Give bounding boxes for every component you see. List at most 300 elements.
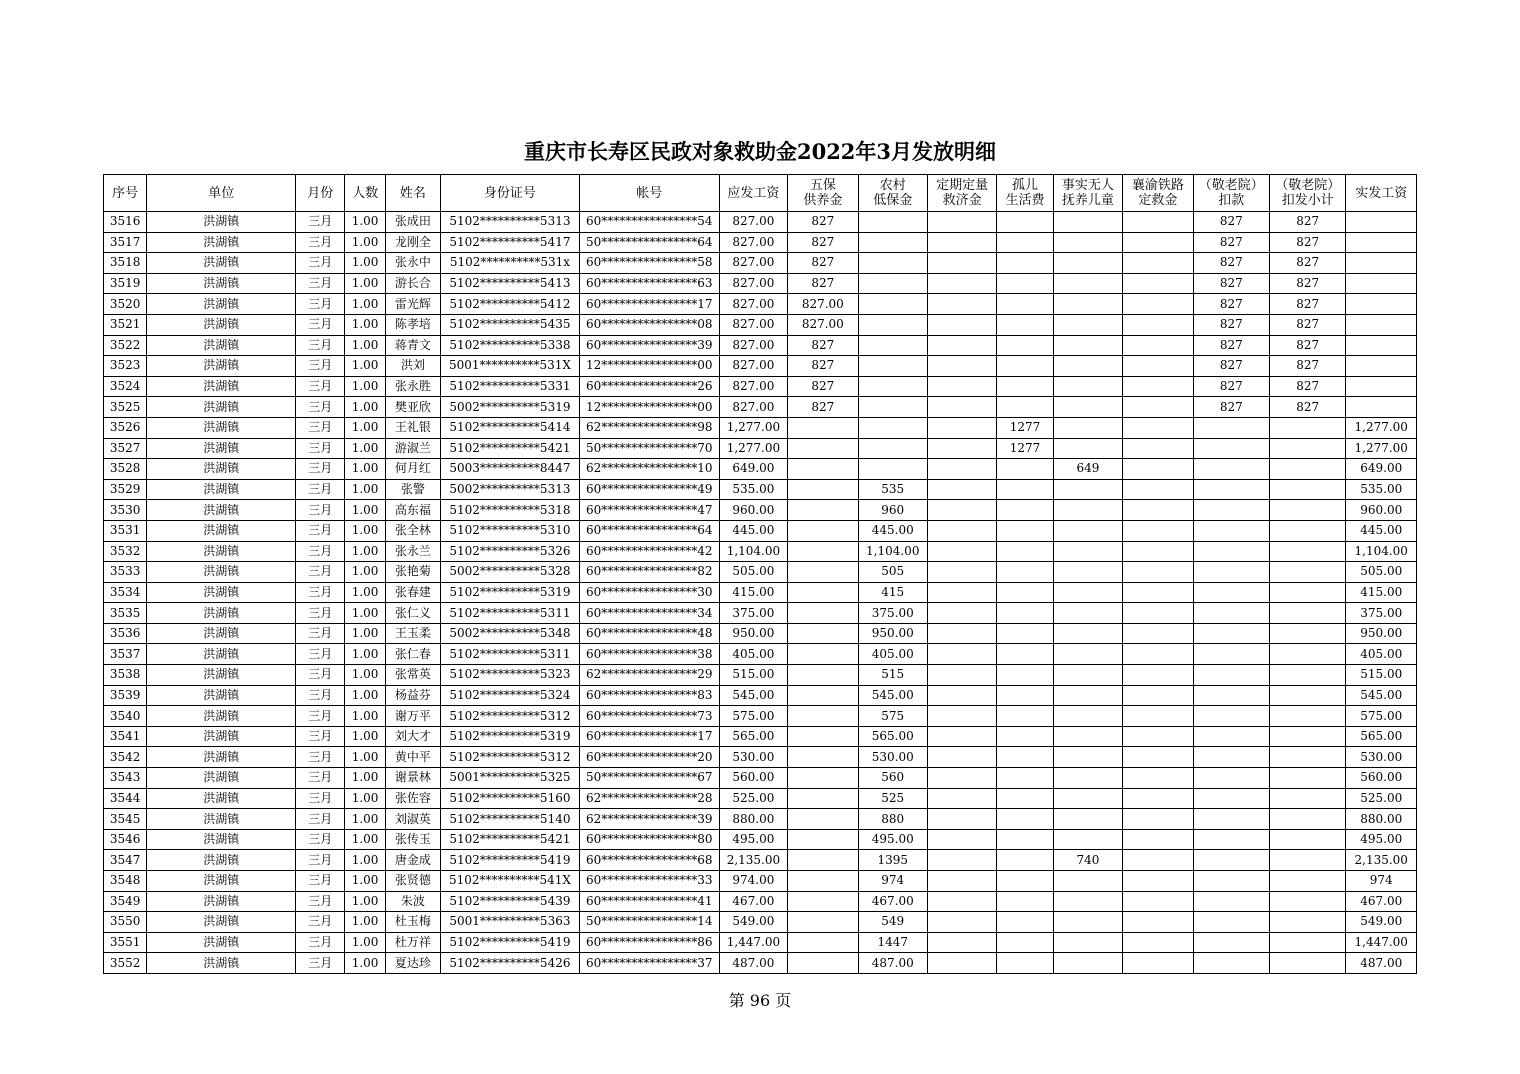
table-cell: 三月	[296, 726, 345, 747]
table-cell: 三月	[296, 500, 345, 521]
table-cell	[788, 871, 858, 892]
table-cell: 三月	[296, 232, 345, 253]
table-cell	[1053, 438, 1122, 459]
table-cell	[927, 376, 996, 397]
table-cell: 505	[858, 562, 927, 583]
table-cell	[1193, 562, 1269, 583]
table-cell: 1.00	[345, 376, 385, 397]
table-cell: 1,277.00	[719, 417, 787, 438]
table-cell: 1.00	[345, 788, 385, 809]
table-cell: 545.00	[1346, 685, 1417, 706]
table-cell: 530.00	[1346, 747, 1417, 768]
table-cell	[1270, 582, 1346, 603]
table-cell	[1123, 417, 1193, 438]
table-cell: 545.00	[719, 685, 787, 706]
table-cell: 62****************10	[579, 459, 719, 480]
table-cell: 洪湖镇	[147, 747, 296, 768]
table-cell	[1193, 541, 1269, 562]
table-cell: 827	[1270, 273, 1346, 294]
table-cell	[927, 623, 996, 644]
table-cell: 405.00	[1346, 644, 1417, 665]
table-cell: 3528	[104, 459, 147, 480]
table-cell: 洪湖镇	[147, 541, 296, 562]
table-cell: 洪湖镇	[147, 788, 296, 809]
table-row	[104, 376, 1417, 397]
column-header: 应发工资	[719, 175, 787, 212]
table-cell: 827	[788, 356, 858, 377]
table-cell	[1193, 685, 1269, 706]
table-cell: 三月	[296, 212, 345, 233]
table-cell	[997, 809, 1053, 830]
table-cell: 3535	[104, 603, 147, 624]
table-row	[104, 768, 1417, 789]
table-cell: 549.00	[719, 912, 787, 933]
table-cell: 洪湖镇	[147, 438, 296, 459]
table-cell	[997, 706, 1053, 727]
table-cell: 560.00	[1346, 768, 1417, 789]
table-cell	[1053, 479, 1122, 500]
table-cell: 5001**********531X	[441, 356, 580, 377]
table-cell: 3540	[104, 706, 147, 727]
table-cell: 洪湖镇	[147, 644, 296, 665]
table-cell: 827.00	[719, 356, 787, 377]
table-cell: 405.00	[719, 644, 787, 665]
table-row	[104, 912, 1417, 933]
column-header: 定期定量 救济金	[927, 175, 996, 212]
table-cell: 1.00	[345, 603, 385, 624]
table-cell: 1,447.00	[1346, 932, 1417, 953]
table-cell	[1193, 665, 1269, 686]
table-cell	[858, 397, 927, 418]
table-cell	[788, 644, 858, 665]
table-cell	[1123, 356, 1193, 377]
table-cell: 洪湖镇	[147, 953, 296, 974]
table-cell: 樊亚欣	[385, 397, 440, 418]
table-cell	[1346, 376, 1417, 397]
table-cell: 洪湖镇	[147, 562, 296, 583]
table-cell	[788, 603, 858, 624]
table-cell: 洪湖镇	[147, 212, 296, 233]
table-cell	[788, 726, 858, 747]
table-row	[104, 253, 1417, 274]
table-cell	[1123, 314, 1193, 335]
table-cell	[1123, 376, 1193, 397]
table-cell	[1053, 891, 1122, 912]
table-cell	[1123, 253, 1193, 274]
table-cell: 5102**********5319	[441, 726, 580, 747]
table-cell: 5002**********5328	[441, 562, 580, 583]
table-cell	[788, 912, 858, 933]
table-cell: 3529	[104, 479, 147, 500]
table-cell: 洪湖镇	[147, 314, 296, 335]
table-cell	[1053, 335, 1122, 356]
table-cell	[1053, 397, 1122, 418]
table-cell: 827.00	[788, 294, 858, 315]
table-cell	[927, 232, 996, 253]
table-cell	[1270, 891, 1346, 912]
table-row	[104, 850, 1417, 871]
table-cell: 60****************26	[579, 376, 719, 397]
table-cell: 1,447.00	[719, 932, 787, 953]
table-cell	[1123, 438, 1193, 459]
table-cell	[997, 726, 1053, 747]
table-cell: 谢景林	[385, 768, 440, 789]
table-cell	[1193, 438, 1269, 459]
table-cell	[788, 479, 858, 500]
table-cell: 60****************80	[579, 829, 719, 850]
table-cell: 827	[1270, 356, 1346, 377]
table-cell: 649	[1053, 459, 1122, 480]
table-cell	[1053, 912, 1122, 933]
table-cell	[997, 335, 1053, 356]
table-cell: 5102**********5413	[441, 273, 580, 294]
table-cell: 洪湖镇	[147, 232, 296, 253]
table-cell: 505.00	[719, 562, 787, 583]
table-body	[104, 212, 1417, 974]
table-cell: 649.00	[719, 459, 787, 480]
table-cell: 张艳菊	[385, 562, 440, 583]
table-cell: 三月	[296, 294, 345, 315]
column-header: （敬老院） 扣发小计	[1270, 175, 1346, 212]
table-cell: 827	[1270, 232, 1346, 253]
table-cell: 5102**********5412	[441, 294, 580, 315]
table-row	[104, 582, 1417, 603]
table-cell: 1.00	[345, 644, 385, 665]
table-cell	[1270, 520, 1346, 541]
table-cell	[1270, 644, 1346, 665]
table-cell: 洪湖镇	[147, 809, 296, 830]
table-cell	[788, 582, 858, 603]
table-cell: 827.00	[719, 314, 787, 335]
table-cell	[997, 829, 1053, 850]
table-cell	[1123, 623, 1193, 644]
table-cell: 827	[1193, 253, 1269, 274]
table-cell: 3533	[104, 562, 147, 583]
column-header: 实发工资	[1346, 175, 1417, 212]
table-cell: 60****************20	[579, 747, 719, 768]
table-cell	[1193, 520, 1269, 541]
table-cell: 2,135.00	[719, 850, 787, 871]
table-row	[104, 500, 1417, 521]
table-cell: 3549	[104, 891, 147, 912]
table-cell	[927, 685, 996, 706]
table-cell: 洪湖镇	[147, 768, 296, 789]
table-cell	[1123, 294, 1193, 315]
table-row	[104, 685, 1417, 706]
table-cell: 5102**********5310	[441, 520, 580, 541]
column-header: 序号	[104, 175, 147, 212]
table-cell	[858, 376, 927, 397]
table-cell: 62****************39	[579, 809, 719, 830]
table-cell	[1270, 665, 1346, 686]
table-cell: 三月	[296, 582, 345, 603]
table-cell: 3522	[104, 335, 147, 356]
table-cell: 洪湖镇	[147, 603, 296, 624]
table-cell: 杜万祥	[385, 932, 440, 953]
table-cell	[1123, 541, 1193, 562]
table-cell	[1346, 356, 1417, 377]
table-cell: 5102**********5160	[441, 788, 580, 809]
table-cell: 565.00	[858, 726, 927, 747]
table-cell: 洪湖镇	[147, 891, 296, 912]
table-cell: 三月	[296, 953, 345, 974]
table-cell	[1193, 623, 1269, 644]
table-cell: 60****************33	[579, 871, 719, 892]
table-cell	[858, 314, 927, 335]
table-cell: 827	[788, 273, 858, 294]
table-cell	[997, 623, 1053, 644]
table-cell	[788, 706, 858, 727]
table-cell: 张成田	[385, 212, 440, 233]
table-cell: 467.00	[858, 891, 927, 912]
table-cell: 415.00	[1346, 582, 1417, 603]
table-cell	[1346, 294, 1417, 315]
table-cell	[997, 356, 1053, 377]
table-cell: 5102**********5326	[441, 541, 580, 562]
table-cell: 洪湖镇	[147, 335, 296, 356]
table-cell	[1123, 665, 1193, 686]
table-cell: 60****************17	[579, 726, 719, 747]
table-cell	[927, 397, 996, 418]
table-cell: 1277	[997, 417, 1053, 438]
table-cell	[1123, 871, 1193, 892]
table-cell: 1.00	[345, 582, 385, 603]
table-cell: 5001**********5363	[441, 912, 580, 933]
table-cell: 60****************86	[579, 932, 719, 953]
table-cell	[997, 500, 1053, 521]
table-cell: 蒋青文	[385, 335, 440, 356]
table-cell	[1123, 500, 1193, 521]
table-cell: 495.00	[858, 829, 927, 850]
table-cell: 洪湖镇	[147, 582, 296, 603]
table-cell: 刘淑英	[385, 809, 440, 830]
table-cell	[1193, 891, 1269, 912]
table-cell	[927, 912, 996, 933]
table-cell	[997, 232, 1053, 253]
table-row	[104, 871, 1417, 892]
table-cell: 杨益芬	[385, 685, 440, 706]
table-cell: 张永中	[385, 253, 440, 274]
table-cell	[1193, 871, 1269, 892]
table-cell	[1123, 685, 1193, 706]
table-cell: 1.00	[345, 829, 385, 850]
table-cell: 洪湖镇	[147, 829, 296, 850]
table-cell	[927, 582, 996, 603]
table-cell: 1.00	[345, 665, 385, 686]
table-cell	[858, 294, 927, 315]
table-cell: 张永胜	[385, 376, 440, 397]
table-cell	[927, 314, 996, 335]
table-cell	[997, 912, 1053, 933]
table-cell: 495.00	[719, 829, 787, 850]
table-cell	[1123, 891, 1193, 912]
table-cell	[927, 644, 996, 665]
table-cell: 560.00	[719, 768, 787, 789]
table-cell: 5002**********5313	[441, 479, 580, 500]
table-cell	[927, 541, 996, 562]
table-cell	[1270, 768, 1346, 789]
table-cell	[1123, 768, 1193, 789]
table-cell: 1.00	[345, 891, 385, 912]
table-cell: 1.00	[345, 479, 385, 500]
table-cell	[788, 520, 858, 541]
table-cell	[1123, 953, 1193, 974]
table-cell: 5102**********5439	[441, 891, 580, 912]
table-cell	[997, 953, 1053, 974]
table-cell: 黄中平	[385, 747, 440, 768]
table-cell: 827	[788, 376, 858, 397]
table-cell: 3539	[104, 685, 147, 706]
document-title: 重庆市长寿区民政对象救助金2022年3月发放明细	[523, 139, 997, 164]
table-cell	[1053, 500, 1122, 521]
table-cell: 1447	[858, 932, 927, 953]
table-cell	[1123, 562, 1193, 583]
table-cell: 649.00	[1346, 459, 1417, 480]
table-cell	[927, 294, 996, 315]
table-cell: 60****************37	[579, 953, 719, 974]
table-cell	[1346, 273, 1417, 294]
table-cell	[858, 212, 927, 233]
table-cell: 1.00	[345, 212, 385, 233]
table-cell	[1193, 459, 1269, 480]
table-cell	[788, 850, 858, 871]
table-cell	[1123, 726, 1193, 747]
table-cell	[788, 541, 858, 562]
table-cell: 415	[858, 582, 927, 603]
table-cell: 62****************98	[579, 417, 719, 438]
table-cell	[1053, 623, 1122, 644]
table-cell: 三月	[296, 603, 345, 624]
table-cell	[1346, 212, 1417, 233]
column-header: 单位	[147, 175, 296, 212]
table-cell: 405.00	[858, 644, 927, 665]
table-cell: 洪刘	[385, 356, 440, 377]
table-cell: 3542	[104, 747, 147, 768]
table-cell: 洪湖镇	[147, 685, 296, 706]
table-cell: 1.00	[345, 232, 385, 253]
table-cell	[1053, 603, 1122, 624]
table-cell	[1193, 479, 1269, 500]
table-cell: 1.00	[345, 397, 385, 418]
table-cell	[858, 417, 927, 438]
table-cell: 洪湖镇	[147, 500, 296, 521]
table-row	[104, 932, 1417, 953]
table-cell: 1277	[997, 438, 1053, 459]
table-row	[104, 232, 1417, 253]
table-cell	[1053, 253, 1122, 274]
table-cell: 1.00	[345, 809, 385, 830]
table-cell	[997, 685, 1053, 706]
table-cell	[927, 562, 996, 583]
table-cell: 487.00	[719, 953, 787, 974]
table-cell: 5102**********5140	[441, 809, 580, 830]
table-cell: 洪湖镇	[147, 623, 296, 644]
table-cell: 3516	[104, 212, 147, 233]
table-cell: 3546	[104, 829, 147, 850]
table-cell: 1.00	[345, 726, 385, 747]
table-cell: 1,277.00	[719, 438, 787, 459]
table-cell	[1270, 953, 1346, 974]
table-cell: 张永兰	[385, 541, 440, 562]
table-row	[104, 706, 1417, 727]
table-cell	[1053, 314, 1122, 335]
table-cell	[1053, 376, 1122, 397]
table-cell	[1346, 397, 1417, 418]
table-cell	[1123, 706, 1193, 727]
table-cell	[1346, 232, 1417, 253]
table-cell: 560	[858, 768, 927, 789]
table-cell: 827	[1193, 335, 1269, 356]
table-cell	[1193, 788, 1269, 809]
table-cell: 445.00	[1346, 520, 1417, 541]
table-cell	[1123, 747, 1193, 768]
table-cell: 3530	[104, 500, 147, 521]
table-cell: 三月	[296, 871, 345, 892]
table-cell: 杜玉梅	[385, 912, 440, 933]
table-cell: 1.00	[345, 953, 385, 974]
table-cell: 洪湖镇	[147, 356, 296, 377]
table-cell	[1053, 809, 1122, 830]
table-cell: 565.00	[719, 726, 787, 747]
table-cell: 5102**********5312	[441, 706, 580, 727]
table-cell: 1.00	[345, 562, 385, 583]
table-cell	[1123, 397, 1193, 418]
table-cell	[1053, 788, 1122, 809]
table-cell: 5102**********5435	[441, 314, 580, 335]
table-cell: 三月	[296, 768, 345, 789]
table-cell: 5002**********5319	[441, 397, 580, 418]
table-cell	[1053, 294, 1122, 315]
table-row	[104, 953, 1417, 974]
table-cell: 三月	[296, 417, 345, 438]
table-cell: 880.00	[719, 809, 787, 830]
table-cell	[1270, 623, 1346, 644]
table-cell	[1193, 726, 1269, 747]
table-cell	[1270, 479, 1346, 500]
table-cell	[927, 356, 996, 377]
column-header: 事实无人 抚养儿童	[1053, 175, 1122, 212]
table-cell: 三月	[296, 438, 345, 459]
table-cell: 洪湖镇	[147, 665, 296, 686]
table-cell: 60****************41	[579, 891, 719, 912]
table-cell	[788, 459, 858, 480]
table-cell: 1.00	[345, 253, 385, 274]
table-cell: 1.00	[345, 850, 385, 871]
table-cell	[927, 253, 996, 274]
table-cell	[1123, 459, 1193, 480]
table-row	[104, 891, 1417, 912]
table-cell: 3525	[104, 397, 147, 418]
table-cell: 827	[1270, 397, 1346, 418]
table-cell: 974	[1346, 871, 1417, 892]
table-cell: 950.00	[719, 623, 787, 644]
table-cell: 5102**********531x	[441, 253, 580, 274]
table-row	[104, 273, 1417, 294]
table-cell	[1123, 582, 1193, 603]
table-cell	[1270, 438, 1346, 459]
table-cell	[1270, 603, 1346, 624]
table-cell	[788, 500, 858, 521]
table-cell	[788, 829, 858, 850]
table-cell	[1270, 459, 1346, 480]
table-cell: 525.00	[719, 788, 787, 809]
table-cell: 1.00	[345, 314, 385, 335]
table-cell: 三月	[296, 562, 345, 583]
table-cell	[858, 459, 927, 480]
table-cell	[1053, 520, 1122, 541]
table-cell	[1123, 850, 1193, 871]
table-cell: 827.00	[788, 314, 858, 335]
